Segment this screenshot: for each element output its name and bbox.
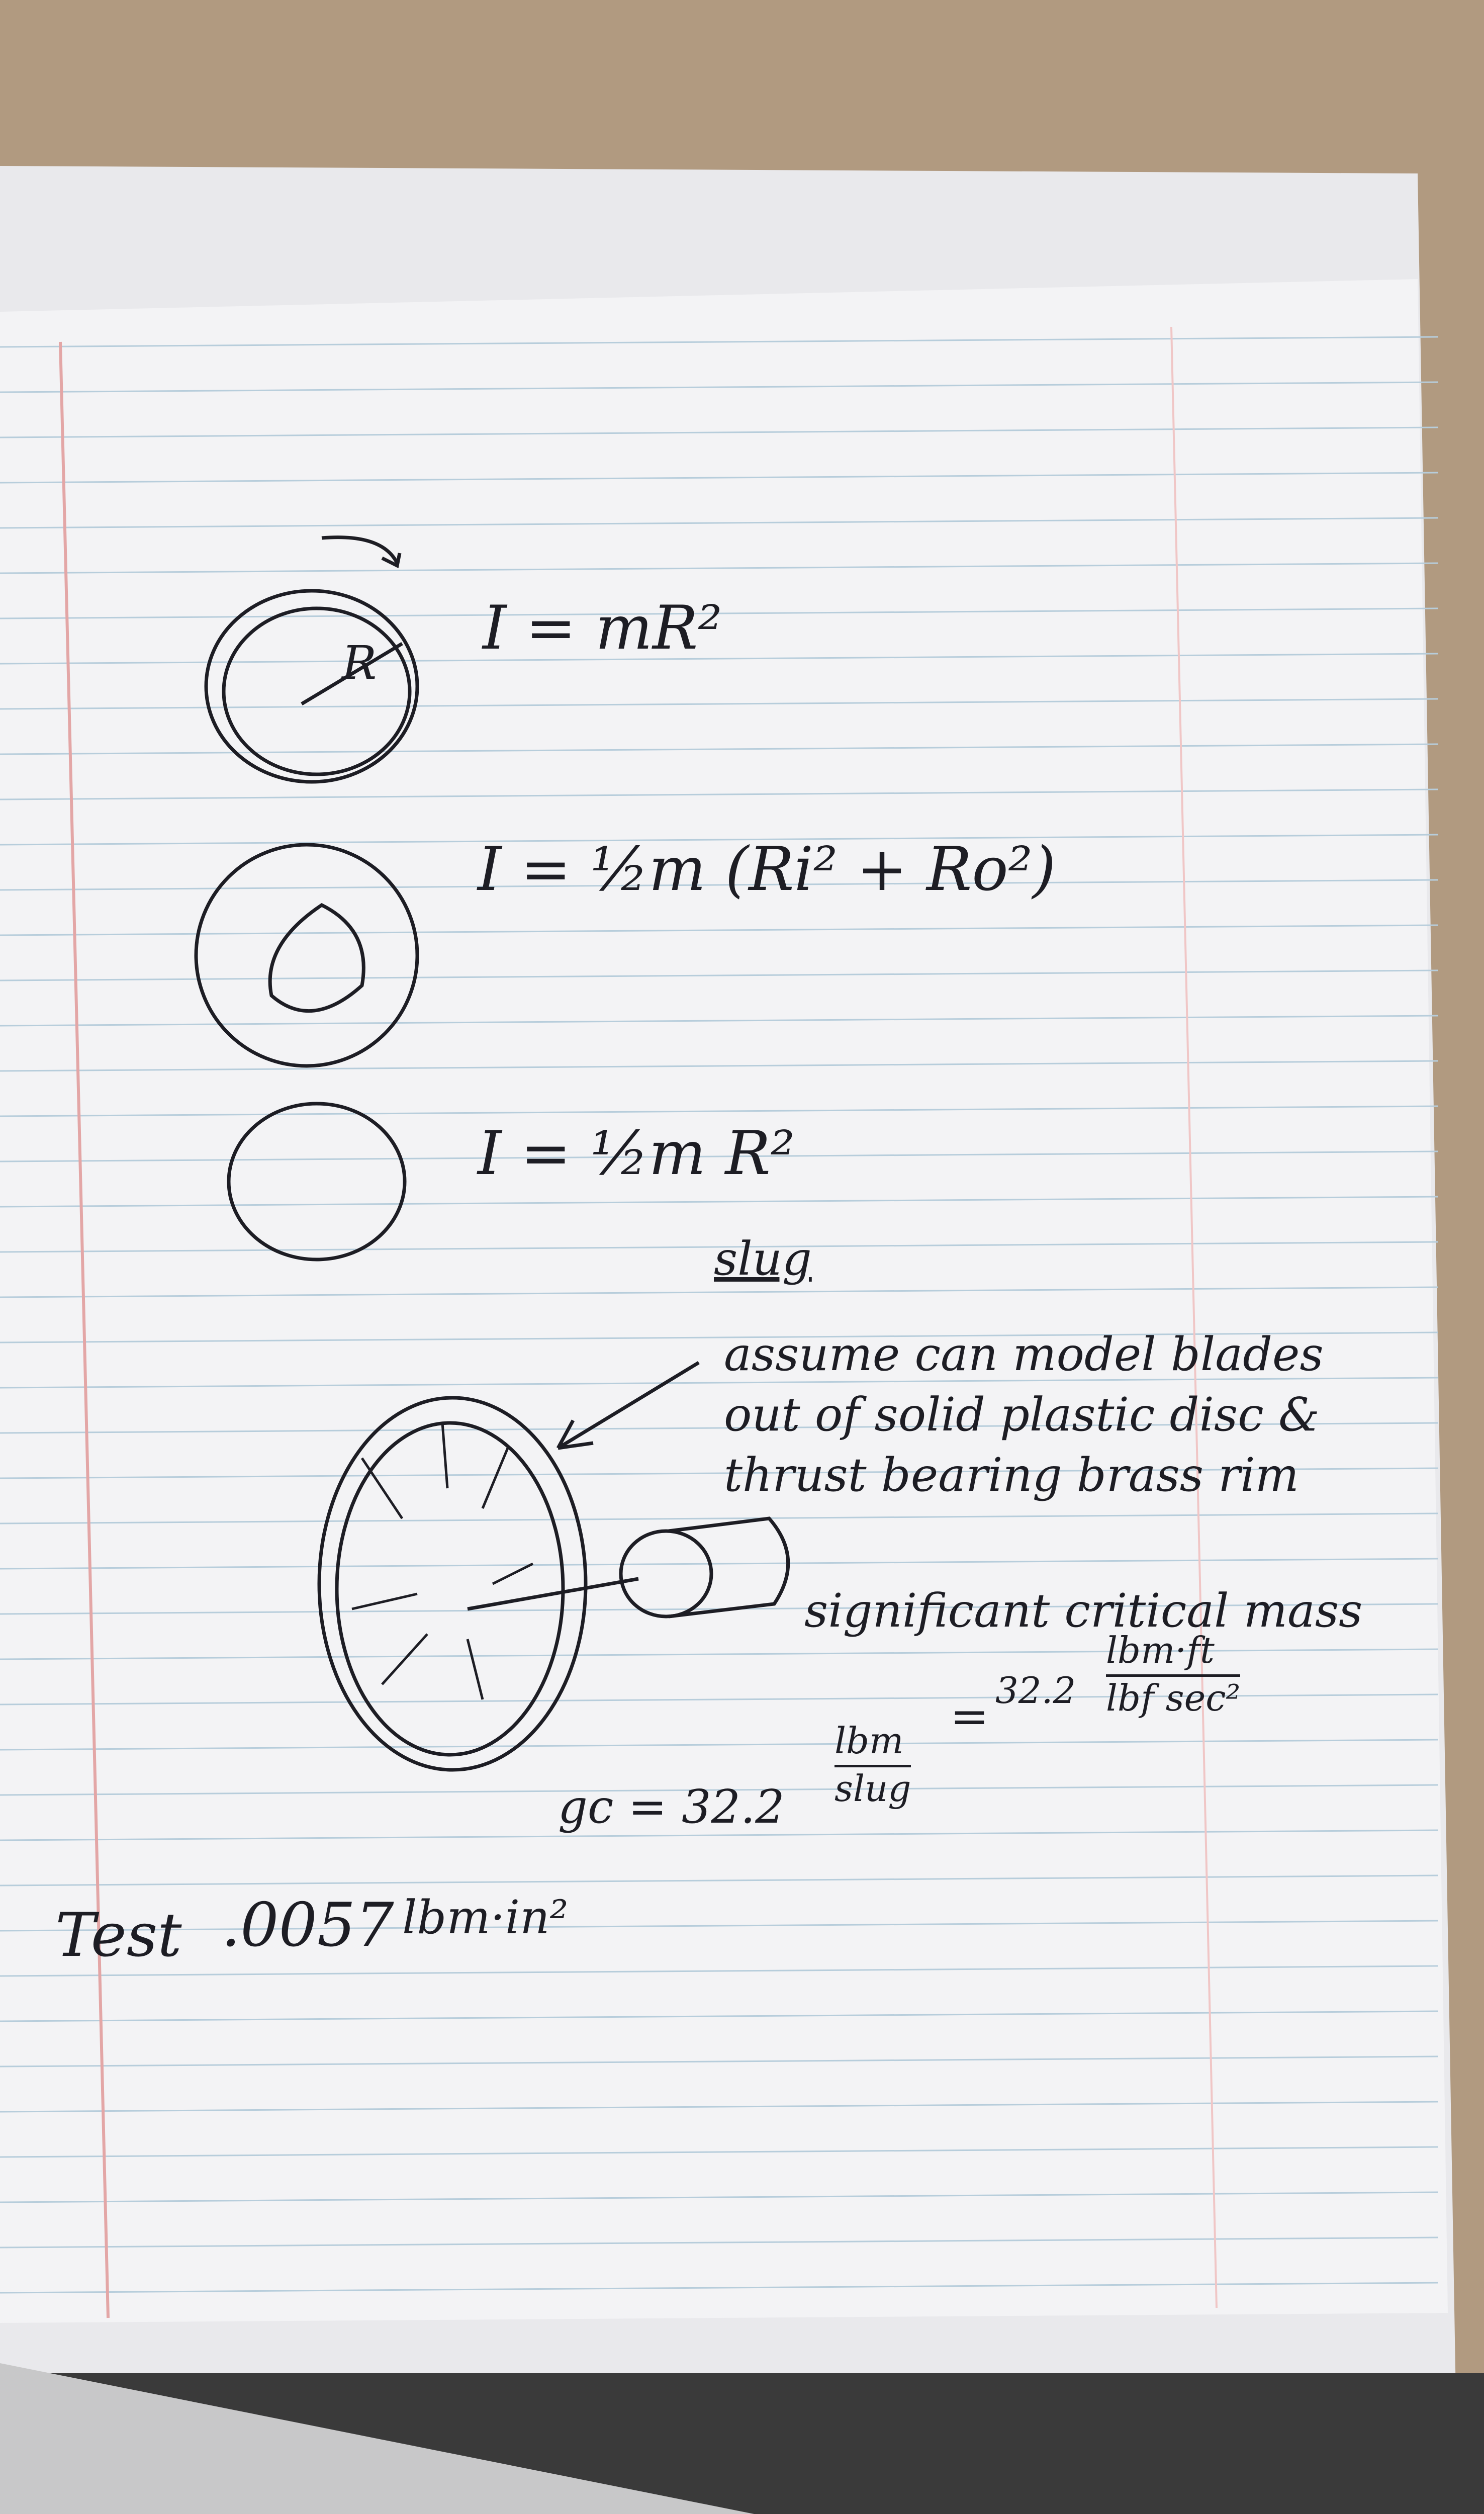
gc-frac2-num: lbm·ft	[1106, 1629, 1215, 1671]
gc-equals: =	[950, 1689, 989, 1743]
slug-note: slug	[714, 1232, 812, 1286]
assumption-line-2: out of solid plastic disc &	[724, 1388, 1320, 1442]
ring-equation: I = ½m (Ri² + Ro²)	[478, 835, 1056, 905]
test-label: Test	[55, 1901, 182, 1970]
gc-frac2-den: lbf sec²	[1106, 1674, 1240, 1719]
assumption-line-3: thrust bearing brass rim	[724, 1448, 1299, 1502]
assumption-line-1: assume can model blades	[724, 1327, 1324, 1381]
disc-equation: I = ½m R²	[478, 1119, 795, 1189]
hoop-equation: I = mR²	[483, 593, 722, 663]
gc-constant: 32.2	[995, 1669, 1076, 1712]
gc-frac1-den: slug	[834, 1765, 911, 1810]
test-unit: lbm·in²	[402, 1891, 569, 1944]
gc-lhs: gc = 32.2	[558, 1780, 785, 1834]
radius-label: R	[342, 636, 377, 690]
gc-frac1-num: lbm	[834, 1720, 904, 1762]
significant-note: significant critical mass	[804, 1584, 1363, 1638]
test-value: .0057	[221, 1891, 394, 1960]
